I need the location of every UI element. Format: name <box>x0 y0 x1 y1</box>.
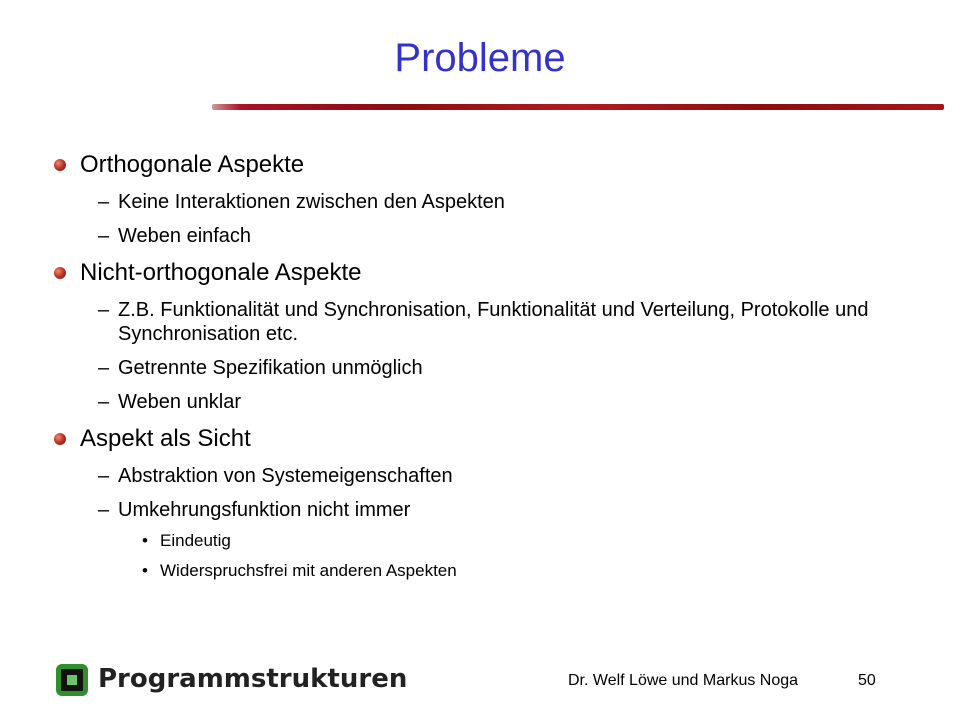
bullet-icon <box>54 433 66 445</box>
sub-item-text: Z.B. Funktionalität und Synchronisation, Funktionalität und Verteilung, Protokolle und Synchronisation etc. <box>118 299 869 345</box>
dash-marker: – <box>98 299 110 321</box>
bullet-text: Orthogonale Aspekte <box>80 151 305 178</box>
slide-content <box>52 146 912 582</box>
bullet-text: Aspekt als Sicht <box>80 425 251 452</box>
bullet-item <box>52 258 912 288</box>
dash-marker: – <box>98 391 110 413</box>
sub-item <box>52 356 912 380</box>
bullet-text: Nicht-orthogonale Aspekte <box>80 259 362 286</box>
sub-item-text: Getrennte Spezifikation unmöglich <box>118 357 423 379</box>
sub-item <box>52 464 912 488</box>
sub-sub-item-text: Widerspruchsfrei mit anderen Aspekten <box>160 561 457 580</box>
bullet-item <box>52 424 912 454</box>
footer-authors: Dr. Welf Löwe und Markus Noga <box>568 672 799 689</box>
sub-sub-item-text: Eindeutig <box>160 531 231 550</box>
sub-sub-item <box>52 530 912 552</box>
sub-item-text: Weben einfach <box>118 225 252 247</box>
bullet-icon <box>54 267 66 279</box>
sub-item-text: Keine Interaktionen zwischen den Aspekten <box>118 191 505 213</box>
dash-marker: – <box>98 225 110 247</box>
sub-sub-item <box>52 560 912 582</box>
dash-marker: – <box>98 499 110 521</box>
bullet-item <box>52 150 912 180</box>
slide-footer <box>0 662 960 702</box>
sub-item <box>52 498 912 522</box>
sub-item <box>52 390 912 414</box>
dash-marker: – <box>98 357 110 379</box>
logo-text: Programmstrukturen <box>98 664 408 694</box>
sub-item-text: Umkehrungsfunktion nicht immer <box>118 499 411 521</box>
sub-item <box>52 190 912 214</box>
sub-item <box>52 224 912 248</box>
bullet-icon <box>54 159 66 171</box>
title-underline <box>212 104 944 110</box>
page-number: 50 <box>858 672 876 689</box>
sub-item-text: Weben unklar <box>118 391 242 413</box>
slide-title: Probleme <box>394 36 566 80</box>
sub-item <box>52 298 912 346</box>
dash-marker: – <box>98 191 110 213</box>
programmstrukturen-logo <box>56 662 408 702</box>
logo-square-icon <box>56 664 88 696</box>
dot-marker: • <box>142 561 148 580</box>
dash-marker: – <box>98 465 110 487</box>
sub-item-text: Abstraktion von Systemeigenschaften <box>118 465 453 487</box>
dot-marker: • <box>142 531 148 550</box>
